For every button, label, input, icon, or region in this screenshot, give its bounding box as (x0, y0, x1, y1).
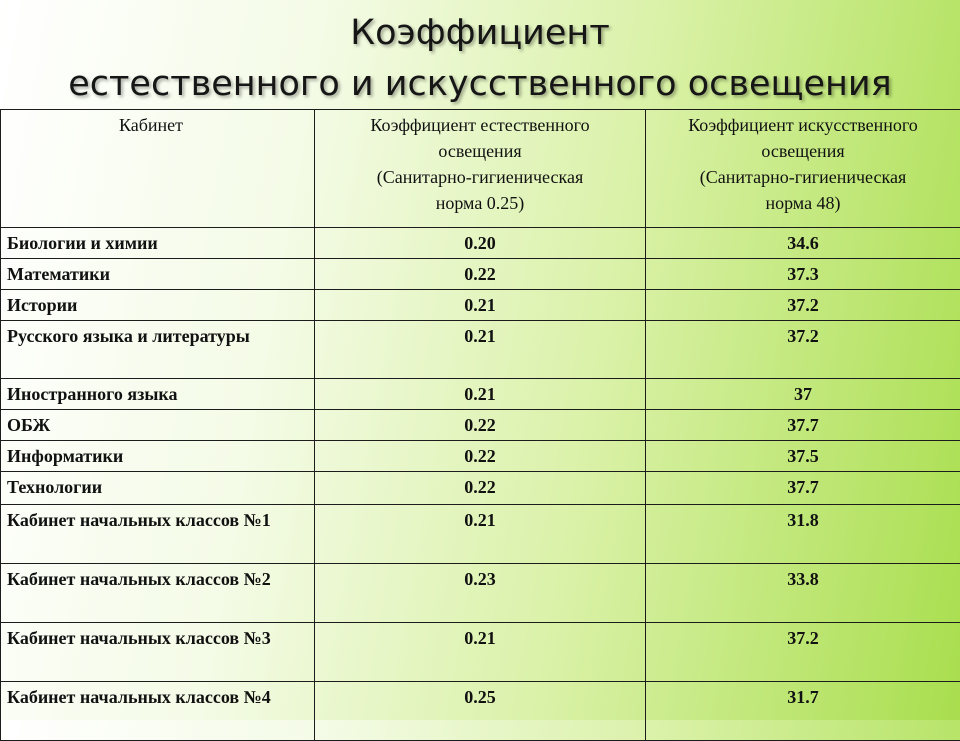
artificial-value: 37 (646, 379, 960, 410)
title-line-2: естественного и искусственного освещения (0, 59, 960, 110)
natural-value: 0.21 (315, 623, 646, 682)
table-row (1, 441, 960, 472)
natural-value: 0.22 (315, 441, 646, 472)
header-natural (315, 110, 646, 228)
room-name: Технологии (1, 472, 315, 505)
room-name: Истории (1, 290, 315, 321)
table-row (1, 321, 960, 379)
natural-value: 0.21 (315, 321, 646, 379)
artificial-value: 33.8 (646, 564, 960, 623)
artificial-value: 31.7 (646, 682, 960, 741)
natural-value: 0.21 (315, 379, 646, 410)
artificial-value: 37.7 (646, 472, 960, 505)
header-row (1, 110, 960, 228)
artificial-value: 31.8 (646, 505, 960, 564)
natural-value: 0.23 (315, 564, 646, 623)
header-natural-line: Коэффициент естественного (321, 112, 639, 138)
natural-value: 0.22 (315, 410, 646, 441)
room-name: Кабинет начальных классов №2 (1, 564, 315, 623)
table-row (1, 505, 960, 564)
artificial-value: 37.2 (646, 623, 960, 682)
header-artificial-line: Коэффициент искусственного (652, 112, 954, 138)
table-row (1, 472, 960, 505)
artificial-value: 37.2 (646, 290, 960, 321)
header-artificial-line: норма 48) (652, 190, 954, 216)
room-name: Кабинет начальных классов №3 (1, 623, 315, 682)
room-name: ОБЖ (1, 410, 315, 441)
artificial-value: 37.3 (646, 259, 960, 290)
table-row (1, 228, 960, 259)
room-name: Математики (1, 259, 315, 290)
table-row (1, 410, 960, 441)
page-title (0, 8, 960, 110)
table-row (1, 290, 960, 321)
table-row (1, 379, 960, 410)
natural-value: 0.25 (315, 682, 646, 741)
header-artificial-line: освещения (652, 138, 954, 164)
table-row (1, 623, 960, 682)
room-name: Биологии и химии (1, 228, 315, 259)
header-room: Кабинет (1, 110, 315, 228)
artificial-value: 37.7 (646, 410, 960, 441)
table-row (1, 564, 960, 623)
natural-value: 0.20 (315, 228, 646, 259)
natural-value: 0.22 (315, 259, 646, 290)
room-name: Информатики (1, 441, 315, 472)
header-natural-line: освещения (321, 138, 639, 164)
artificial-value: 37.5 (646, 441, 960, 472)
room-name: Иностранного языка (1, 379, 315, 410)
header-natural-line: (Санитарно-гигиеническая (321, 164, 639, 190)
natural-value: 0.21 (315, 290, 646, 321)
header-natural-line: норма 0.25) (321, 190, 639, 216)
header-artificial-line: (Санитарно-гигиеническая (652, 164, 954, 190)
room-name: Кабинет начальных классов №1 (1, 505, 315, 564)
table-row (1, 259, 960, 290)
artificial-value: 34.6 (646, 228, 960, 259)
artificial-value: 37.2 (646, 321, 960, 379)
lighting-table (0, 109, 960, 741)
table-row (1, 682, 960, 741)
room-name: Кабинет начальных классов №4 (1, 682, 315, 741)
room-name: Русского языка и литературы (1, 321, 315, 379)
header-artificial (646, 110, 960, 228)
natural-value: 0.21 (315, 505, 646, 564)
title-line-1: Коэффициент (0, 8, 960, 59)
natural-value: 0.22 (315, 472, 646, 505)
